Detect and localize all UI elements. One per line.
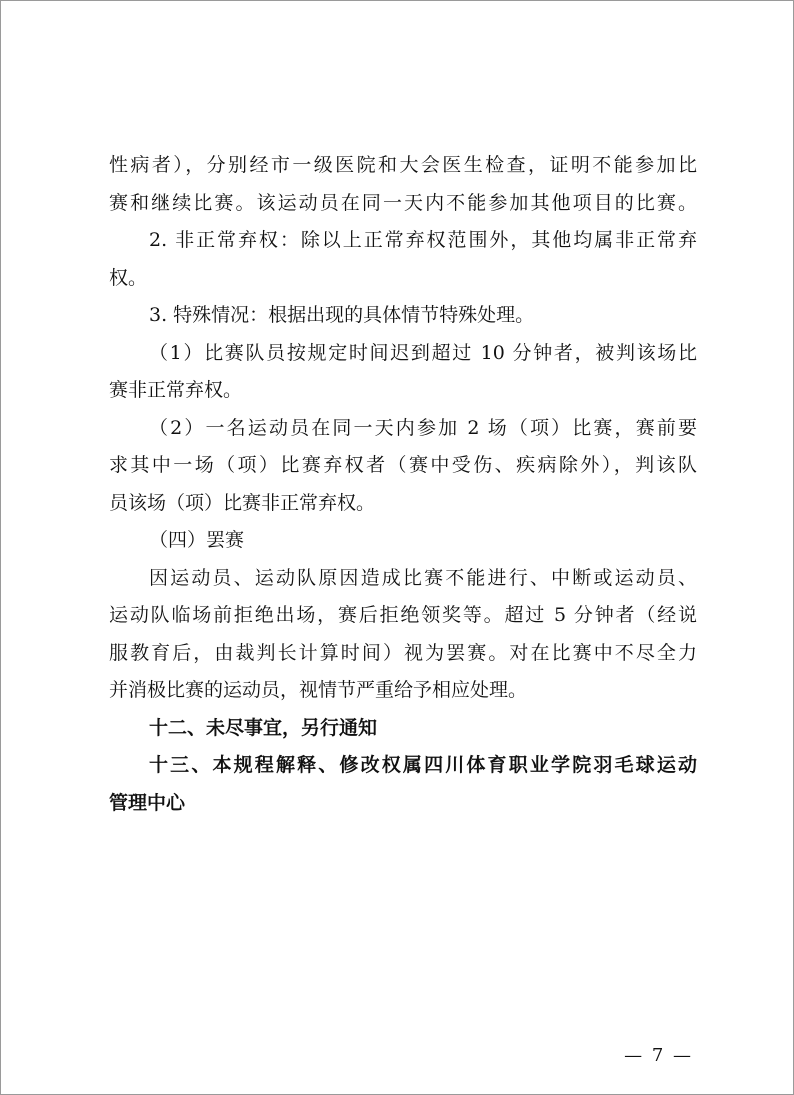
paragraph-line: 3. 特殊情况：根据出现的具体情节特殊处理。 [149, 304, 535, 326]
paragraph-line: 性病者），分别经市一级医院和大会医生检查，证明不能参加比 [109, 154, 697, 176]
paragraph-line: 求其中一场（项）比赛弃权者（赛中受伤、疾病除外），判该队 [109, 454, 697, 476]
paragraph-line: 运动队临场前拒绝出场，赛后拒绝领奖等。超过 5 分钟者（经说 [109, 604, 697, 626]
paragraph-line: 并消极比赛的运动员，视情节严重给予相应处理。 [109, 679, 528, 701]
page-number: — 7 — [624, 1045, 693, 1066]
paragraph-line: （2）一名运动员在同一天内参加 2 场（项）比赛，赛前要 [149, 416, 697, 439]
paragraph-line: 赛和继续比赛。该运动员在同一天内不能参加其他项目的比赛。 [109, 191, 697, 214]
paragraph-line: 因运动员、运动队原因造成比赛不能进行、中断或运动员、 [149, 566, 697, 589]
paragraph-line: 权。 [109, 266, 148, 289]
paragraph-line: 员该场（项）比赛非正常弃权。 [109, 491, 376, 514]
section-heading: 管理中心 [109, 791, 186, 814]
document-body [109, 147, 697, 822]
section-heading: 十三、本规程解释、修改权属四川体育职业学院羽毛球运动 [149, 754, 697, 776]
section-subheading: （四）罢赛 [149, 529, 245, 551]
paragraph-line: 赛非正常弃权。 [109, 379, 243, 401]
section-heading: 十二、未尽事宜，另行通知 [149, 716, 378, 739]
paragraph-line: （1）比赛队员按规定时间迟到超过 10 分钟者，被判该场比 [149, 341, 697, 364]
paragraph-line: 服教育后，由裁判长计算时间）视为罢赛。对在比赛中不尽全力 [109, 641, 697, 664]
paragraph-line: 2. 非正常弃权：除以上正常弃权范围外，其他均属非正常弃 [149, 229, 697, 251]
